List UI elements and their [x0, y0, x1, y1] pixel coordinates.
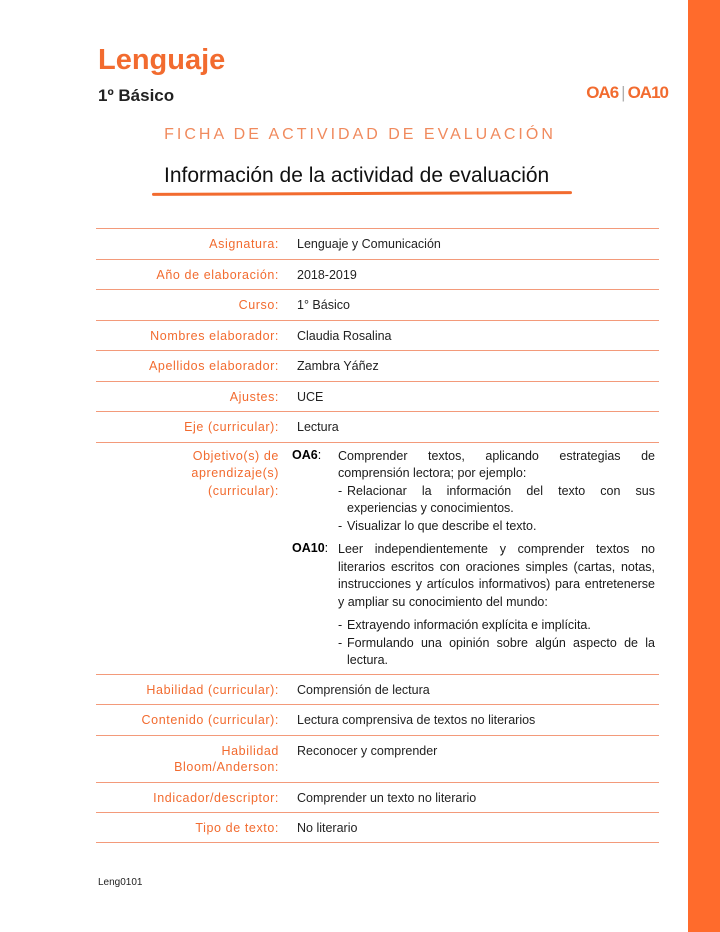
objectives-cell	[279, 443, 659, 674]
objective-body	[338, 448, 659, 536]
objective-bullet: - Formulando una opinión sobre algún aspecto de la lectura.	[338, 635, 655, 670]
objective-code-colon: :	[324, 541, 329, 555]
objective-oa10	[279, 541, 659, 670]
row-label: Tipo de texto:	[195, 821, 279, 835]
form-kicker	[0, 126, 720, 144]
row-value: No literario	[297, 821, 358, 835]
objective-code	[279, 541, 338, 670]
row-label	[96, 736, 279, 782]
row-label: Asignatura:	[209, 237, 279, 251]
objective-code	[279, 448, 338, 536]
row-value: Comprensión de lectura	[297, 682, 430, 697]
row-value: Lectura	[297, 420, 339, 434]
row-value: Zambra Yáñez	[297, 359, 379, 373]
section-underline	[152, 191, 572, 196]
table-row-curso	[96, 289, 659, 320]
table-row-ajustes	[96, 381, 659, 412]
row-value: Lenguaje y Comunicación	[297, 237, 441, 251]
oa-code-2: OA10	[627, 83, 668, 102]
row-label: Año de elaboración:	[156, 267, 279, 282]
objective-bullet: - Relacionar la información del texto con sus experiencias y conocimientos.	[338, 483, 655, 518]
table-row-objetivos	[96, 442, 659, 674]
row-label: Eje (curricular):	[184, 420, 279, 434]
row-label: Habilidad (curricular):	[146, 682, 279, 697]
row-value: Comprender un texto no literario	[297, 790, 477, 805]
table-row-apellidos	[96, 350, 659, 381]
objective-oa6	[279, 448, 659, 536]
row-label	[96, 443, 279, 674]
row-label: Indicador/descriptor:	[153, 790, 279, 805]
oa-codes	[586, 83, 668, 103]
label-line: aprendizaje(s)	[191, 466, 279, 480]
footer-code: Leng0101	[98, 877, 143, 888]
table-row-bloom	[96, 735, 659, 782]
row-label: Nombres elaborador:	[150, 328, 279, 343]
label-line: Bloom/Anderson:	[174, 759, 279, 774]
section-title: Información de la actividad de evaluación	[164, 164, 550, 187]
objective-code-colon: :	[317, 447, 322, 462]
row-value: UCE	[297, 389, 324, 404]
row-label: Contenido (curricular):	[141, 713, 279, 727]
table-row-asignatura	[96, 228, 659, 259]
row-value: 2018-2019	[297, 267, 357, 282]
objective-bullet: - Visualizar lo que describe el texto.	[338, 518, 655, 536]
table-row-ano	[96, 259, 659, 290]
objective-code-text: OA6	[292, 447, 318, 462]
table-row-habilidad	[96, 674, 659, 705]
label-line: Objetivo(s) de	[192, 448, 279, 463]
oa-code-1: OA6	[586, 83, 619, 102]
activity-info-table	[96, 228, 659, 843]
table-row-tipo-texto	[96, 812, 659, 843]
form-kicker-text: FICHA DE ACTIVIDAD DE EVALUACIÓN	[164, 126, 556, 143]
label-line: Habilidad	[221, 743, 279, 758]
table-row-eje	[96, 411, 659, 442]
objective-text: Comprender textos, aplicando estrategias de comprensión lectora; por ejemplo:	[338, 448, 655, 480]
oa-separator: |	[621, 83, 625, 102]
objective-body	[338, 541, 659, 670]
objective-bullets	[338, 483, 655, 536]
subject-title: Lenguaje	[98, 44, 226, 76]
row-label: Curso:	[238, 298, 279, 312]
row-value: Lectura comprensiva de textos no literarios	[297, 713, 536, 727]
table-row-contenido	[96, 704, 659, 735]
table-row-indicador	[96, 782, 659, 813]
row-value: 1° Básico	[297, 298, 350, 312]
objective-code-text: OA10	[292, 541, 325, 555]
table-row-nombres	[96, 320, 659, 351]
grade-title: 1º Básico	[98, 86, 175, 105]
objective-bullet: - Extrayendo información explícita e implícita.	[338, 617, 655, 635]
row-value: Claudia Rosalina	[297, 328, 392, 343]
label-line: (curricular):	[208, 483, 279, 498]
row-label: Apellidos elaborador:	[148, 359, 279, 373]
objective-text: Leer independientemente y comprender textos no literarios escritos con oraciones simples (cartas, notas, instrucciones y artículos informativos) para entretenerse y ampliar su conocimiento del mundo:	[338, 542, 655, 609]
objective-bullets	[338, 617, 655, 670]
row-value: Reconocer y comprender	[297, 743, 438, 758]
row-label: Ajustes:	[229, 389, 279, 404]
